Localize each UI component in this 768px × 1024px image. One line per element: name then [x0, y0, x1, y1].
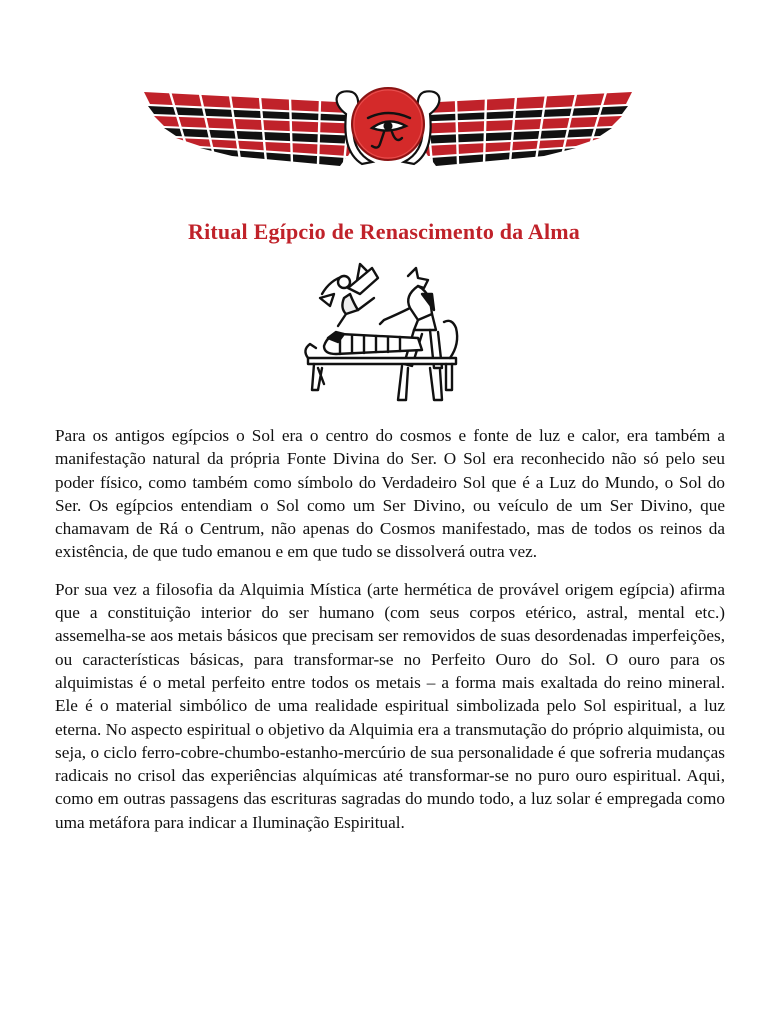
document-body: [55, 424, 725, 848]
winged-sun-emblem: [140, 82, 636, 172]
paragraph: Por sua vez a filosofia da Alquimia Mística (arte hermética de provável origem egípcia) afirma que a constituição interior do ser humano (com seus corpos etérico, astral, mental etc.) assemelha-se aos metais básicos que precisam ser removidos de suas desordenadas imperfeições, ou características básicas, para transformar-se no Perfeito Ouro do Sol. O ouro para os alquimistas é o metal perfeito entre todos os metais – a forma mais exaltada do reino mineral. Ele é o material simbólico de uma realidade espiritual simbolizada pelo Sol espiritual, a luz eterna. No aspecto espiritual o objetivo da Alquimia era a transmutação do próprio alquimista, ou seja, o ciclo ferro-cobre-chumbo-estanho-mercúrio de sua personalidade é que sofreria mudanças radicais no crisol das experiências alquímicas até transformar-se no puro ouro espiritual. Aqui, como em outras passagens das escrituras sagradas do mundo todo, a luz solar é empregada como uma metáfora para indicar a Iluminação Espiritual.: [55, 579, 725, 832]
anubis-mummy-illustration: [300, 254, 468, 404]
paragraph: Para os antigos egípcios o Sol era o centro do cosmos e fonte de luz e calor, era também a manifestação natural da própria Fonte Divina do Ser. O Sol era reconhecido não só pelo seu poder físico, como também como símbolo do Verdadeiro Sol que é a Luz do Mundo, o Sol do Ser. Os egípcios entendiam o Sol como um Ser Divino, ou veículo de um Ser Divino, que chamavam de Rá o Centrum, não apenas do Cosmos manifestado, mas de todos os reinos da existência, de que tudo emanou e em que tudo se dissolverá outra vez.: [55, 426, 725, 562]
document-title: Ritual Egípcio de Renascimento da Alma: [188, 218, 580, 244]
